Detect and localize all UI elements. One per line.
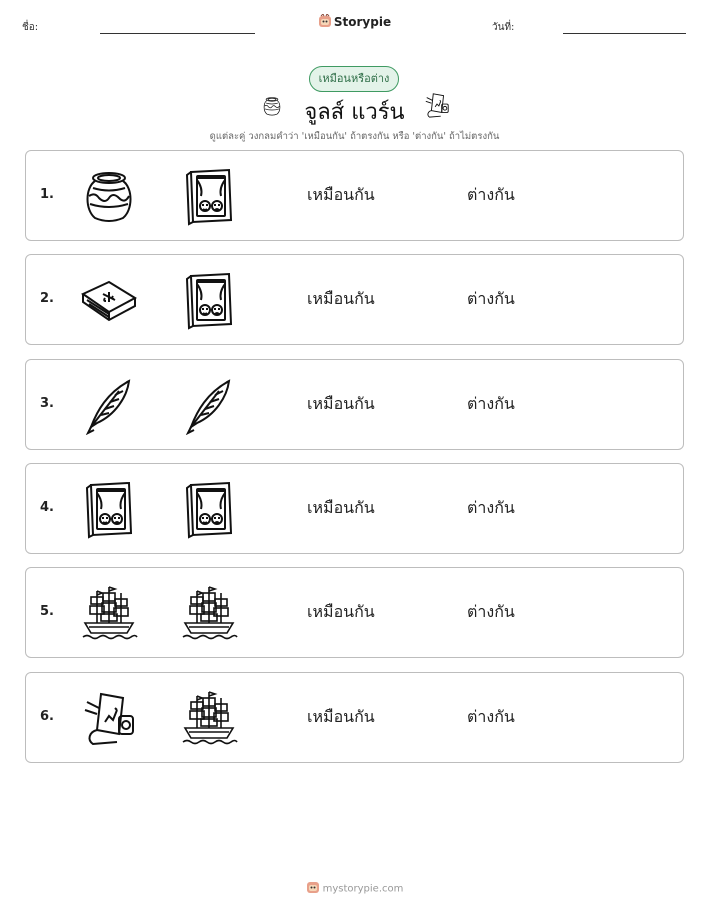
different-option[interactable]: ต่างกัน (467, 289, 515, 309)
footer (0, 880, 709, 897)
quill-icon (179, 375, 239, 435)
storypie-logo-icon (318, 14, 332, 31)
question-number: 5. (40, 604, 54, 620)
theater-book-icon (79, 479, 139, 539)
same-option[interactable]: เหมือนกัน (307, 602, 375, 622)
question-row (25, 463, 684, 554)
worksheet-type-badge: เหมือนหรือต่าง (309, 66, 399, 92)
question-row (25, 150, 684, 241)
question-number: 3. (40, 395, 54, 411)
footer-site: mystorypie.com (322, 883, 404, 895)
question-row (25, 672, 684, 763)
question-number: 6. (40, 708, 54, 724)
brand-name: Storypie (333, 15, 392, 29)
same-option[interactable]: เหมือนกัน (307, 185, 375, 204)
same-option[interactable]: เหมือนกัน (307, 706, 375, 726)
question-number: 1. (40, 187, 54, 202)
different-option[interactable]: ต่างกัน (467, 497, 515, 517)
brand (0, 14, 709, 31)
same-option[interactable]: เหมือนกัน (307, 289, 375, 309)
same-option[interactable]: เหมือนกัน (307, 497, 375, 517)
question-number: 2. (40, 291, 54, 307)
question-number: 4. (40, 499, 54, 515)
same-option[interactable]: เหมือนกัน (307, 393, 375, 413)
instructions: ดูแต่ละคู่ วงกลมคำว่า 'เหมือนกัน' ถ้าตรงกัน หรือ 'ต่างกัน' ถ้าไม่ตรงกัน (209, 131, 500, 142)
pot-icon (79, 166, 139, 226)
different-option[interactable]: ต่างกัน (467, 393, 515, 413)
sailing-ship-icon (179, 583, 239, 643)
quill-icon (79, 375, 139, 435)
question-row (25, 567, 684, 658)
question-row (25, 359, 684, 450)
different-option[interactable]: ต่างกัน (467, 185, 515, 204)
name-label: ชื่อ: (22, 22, 39, 33)
different-option[interactable]: ต่างกัน (467, 706, 515, 726)
name-line[interactable] (100, 33, 255, 34)
date-label: วันที่: (492, 22, 515, 33)
law-book-icon (79, 270, 139, 330)
storypie-logo-icon (306, 880, 320, 897)
map-scroll-icon (79, 688, 139, 748)
page-title: จูลส์ แวร์น (304, 100, 405, 125)
map-scroll-icon (423, 90, 451, 124)
sailing-ship-icon (79, 583, 139, 643)
theater-book-icon (179, 166, 239, 226)
sailing-ship-icon (179, 688, 239, 748)
question-row (25, 254, 684, 345)
pot-icon (261, 93, 283, 123)
theater-book-icon (179, 479, 239, 539)
date-line[interactable] (563, 33, 686, 34)
different-option[interactable]: ต่างกัน (467, 602, 515, 622)
theater-book-icon (179, 270, 239, 330)
